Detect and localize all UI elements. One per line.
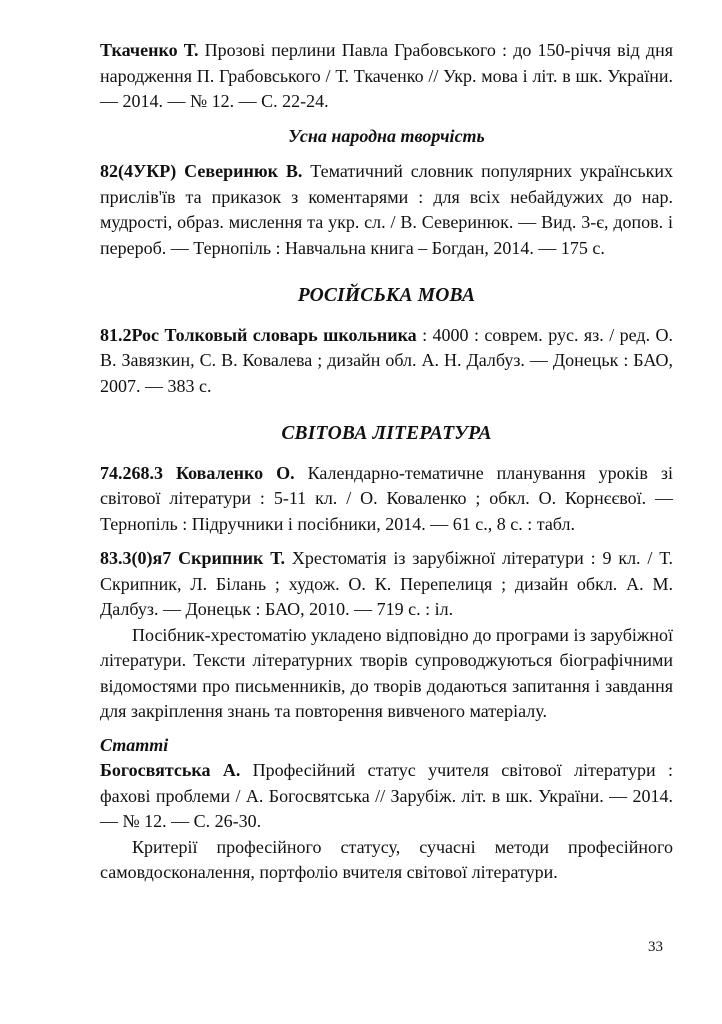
entry-annotation: Посібник-хрестоматію укладено відповідно до програми із зарубіжної літератури. Тексти літературних творів супроводжуються біографічними відомостями про письменників, до творів додаються запитання і завдання для закріплення знань та повторення вивченого матеріалу.	[100, 624, 673, 721]
entry-code: 74.268.3	[100, 462, 163, 483]
page-number: 33	[648, 939, 663, 955]
bib-entry-severyniuk	[100, 159, 673, 261]
subsection-oral-folk: Усна народна творчість	[288, 125, 485, 146]
entry-author: Толковый словарь школьника	[164, 324, 417, 345]
entry-text: Хрестоматія із зарубіжної літератури : 9 кл. / Т. Скрипник, Л. Білань ; худож. О. К. Перепелиця ; дизайн обкл. А. М. Далбуз. — Донецьк : БАО, 2010. — 719 с. : іл.	[100, 548, 674, 619]
bib-entry-tkachenko	[100, 38, 673, 115]
entry-text: Тематичний словник популярних українських прислів'їв та приказок з коментарями : для всіх небайдужих до нар. мудрості, образ. мислення та укр. сл. / В. Северинюк. — Вид. 3-є, допов. і перероб. — Тернопіль : Навчальна книга – Богдан, 2014. — 175 с.	[100, 161, 674, 258]
entry-annotation: Критерії професійного статусу, сучасні методи професійного самовдосконалення, портфоліо вчителя світової літератури.	[100, 836, 673, 882]
bib-entry-skrypnyk	[100, 546, 673, 623]
entry-text: Календарно-тематичне планування уроків зі світової літератури : 5-11 кл. / О. Коваленко ; обкл. О. Корнєєвої. — Тернопіль : Підручники і посібники, 2014. — 61 с., 8 с. : табл.	[100, 462, 673, 534]
entry-code: 82(4УКР)	[100, 161, 177, 181]
entry-author: Ткаченко Т.	[100, 40, 199, 60]
entry-code: 81.2Рос	[100, 324, 160, 345]
document-page	[100, 38, 673, 886]
entry-author: Северинюк В.	[184, 161, 303, 181]
entry-author: Коваленко О.	[175, 462, 295, 483]
subsection-articles: Статті	[100, 734, 169, 755]
section-heading-world-literature: СВІТОВА ЛІТЕРАТУРА	[281, 423, 492, 444]
entry-text: : 4000 : соврем. рус. яз. / ред. О. В. Завязкин, С. В. Ковалева ; дизайн обл. А. Н. Далбуз. — Донецьк : БАО, 2007. — 383 с.	[100, 324, 674, 396]
bib-entry-bohosviatska	[100, 758, 673, 835]
bib-entry-dictionary	[100, 323, 673, 400]
section-heading-russian: РОСІЙСЬКА МОВА	[297, 285, 476, 306]
bib-entry-kovalenko	[100, 461, 673, 538]
entry-text: Професійний статус учителя світової літератури : фахові проблеми / А. Богосвятська // Зарубіж. літ. в шк. України. — 2014. — № 12. — С. 26-30.	[100, 760, 673, 831]
entry-code: 83.3(0)я7	[100, 548, 172, 568]
entry-author: Богосвятська А.	[100, 760, 241, 780]
entry-text: Прозові перлини Павла Грабовського : до 150-річчя від дня народження П. Грабовського / Т. Ткаченко // Укр. мова і літ. в шк. України. — 2014. — № 12. — С. 22-24.	[100, 40, 673, 111]
entry-author: Скрипник Т.	[178, 548, 285, 568]
